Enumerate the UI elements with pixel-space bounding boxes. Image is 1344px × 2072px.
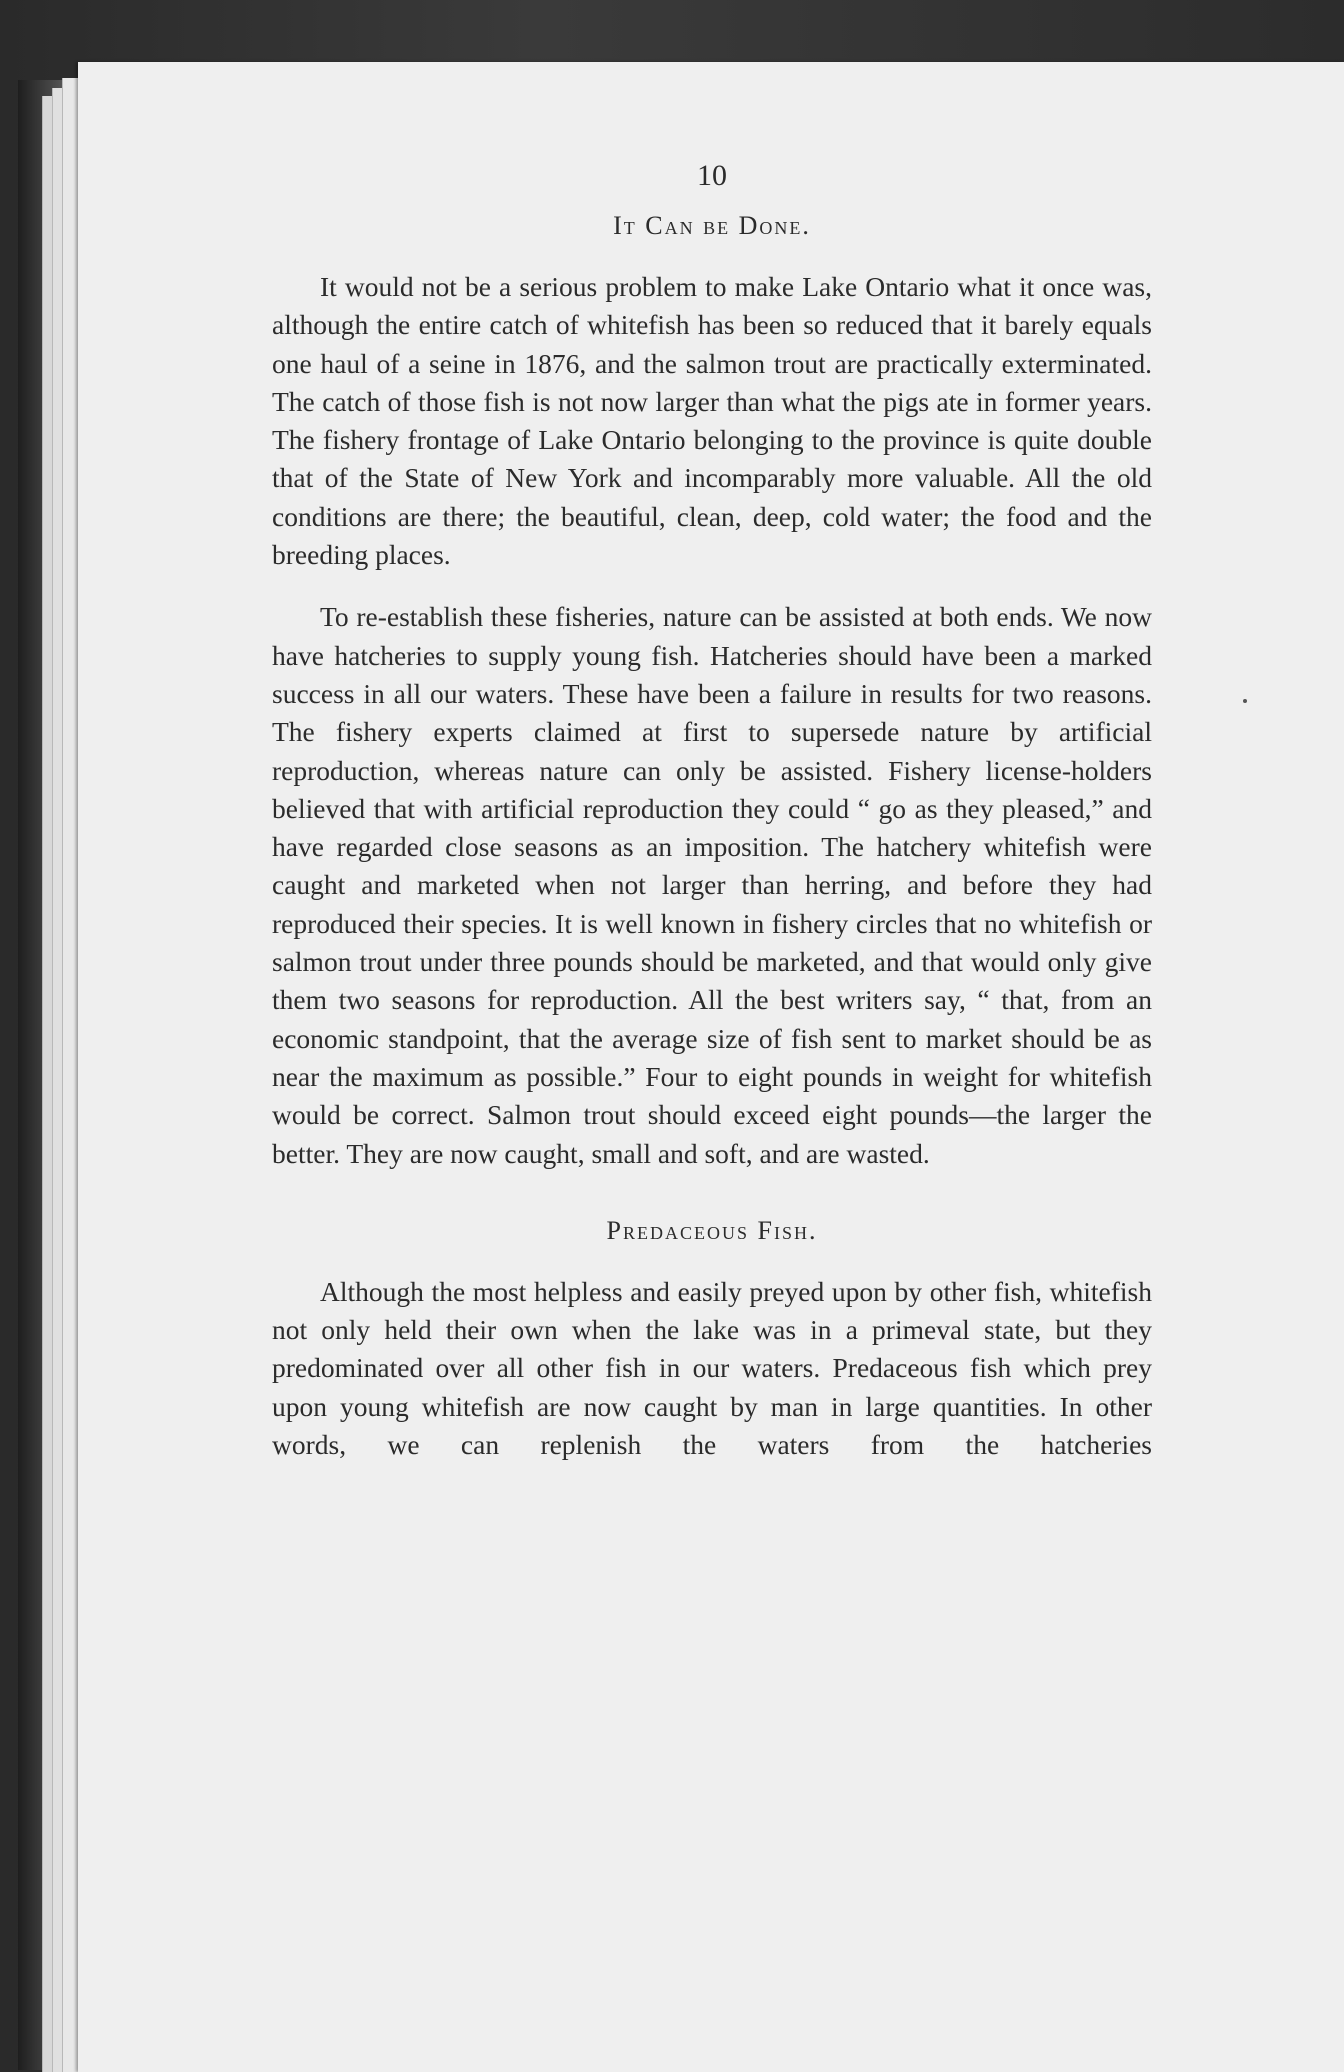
section-heading: Predaceous Fish. [606,1215,818,1245]
section-heading: It Can be Done. [613,211,811,240]
paragraph: It would not be a serious problem to make Lake Ontario what it once was, although the entire catch of whitefish has been so reduced that it barely equals one haul of a seine in 1876, and the salmon trout are practically exterminated. The catch of those fish is not now larger than what the pigs ate in former years. The fishery frontage of Lake Ontario belonging to the province is quite double that of the State of New York and incomparably more valuable. All the old conditions are there; the beautiful, clean, deep, cold water; the food and the breeding places. [272,271,1152,571]
page-content [272,100,1152,1488]
paragraph: Although the most helpless and easily preyed upon by other fish, whitefish not only held their own when the lake was in a primeval state, but they predominated over all other fish in our waters. Predaceous fish which prey upon young whitefish are now caught by man in large quantities. In other words, we can replenish the waters from the hatcheries [272,1275,1152,1461]
speck-mark [1243,699,1247,703]
paragraph: To re-establish these fisheries, nature can be assisted at both ends. We now have hatcheries to supply young fish. Hatcheries should have been a marked success in all our waters. These have been a failure in results for two reasons. The fishery experts claimed at first to supersede nature by artificial reproduction, whereas nature can only be assisted. Fishery license-holders believed that with artificial reproduction they could “ go as they pleased,” and have regarded close seasons as an imposition. The hatchery whitefish were caught and marketed when not larger than herring, and before they had reproduced their species. It is well known in fishery circles that no whitefish or salmon trout under three pounds should be marketed, and that would only give them two seasons for reproduction. All the best writers say, “ that, from an economic standpoint, that the average size of fish sent to market should be as near the maximum as possible.” Four to eight pounds in weight for whitefish would be correct. Salmon trout should exceed eight pounds—the larger the better. They are now caught, small and soft, and are wasted. [272,601,1152,1169]
page-number: 10 [697,159,727,192]
